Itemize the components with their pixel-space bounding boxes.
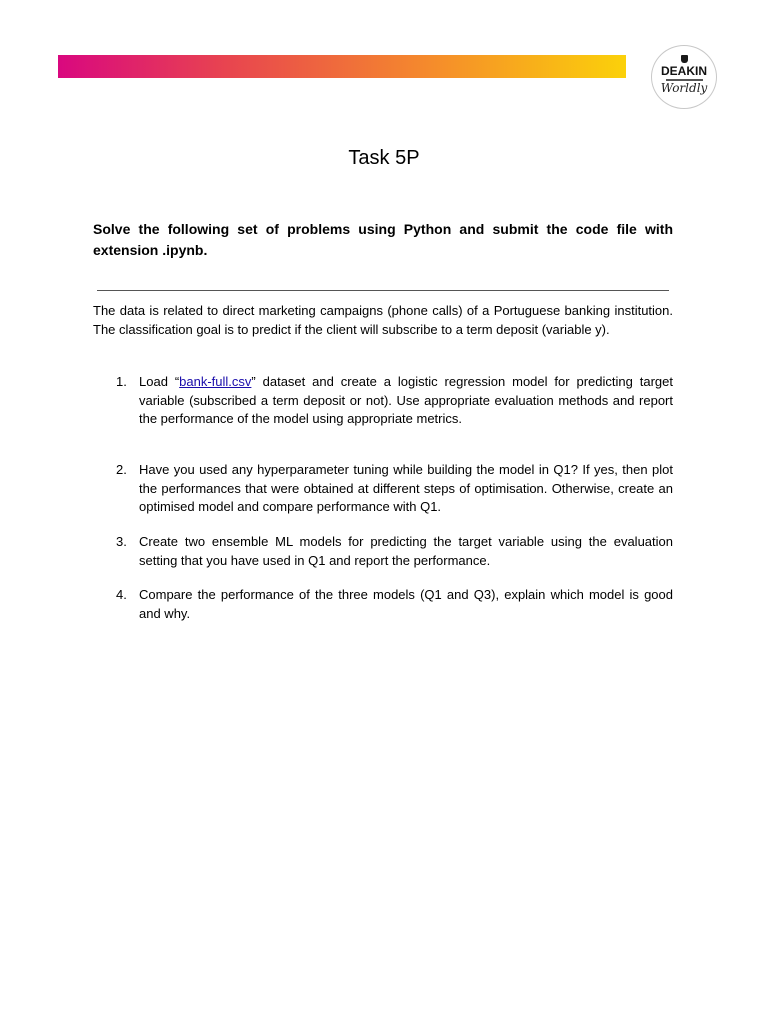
dataset-link[interactable]: bank-full.csv (179, 374, 252, 389)
divider-line (97, 290, 669, 291)
header-gradient-bar (58, 55, 626, 78)
question-text: Create two ensemble ML models for predicting the target variable using the evaluation setting that you have used in Q1 and report the performance. (139, 534, 673, 568)
question-text: Have you used any hyperparameter tuning while building the model in Q1? If yes, then plot the performances that were obtained at different steps of optimisation. Otherwise, create an optimised model and compare performance with Q1. (139, 462, 673, 514)
intro-paragraph: The data is related to direct marketing campaigns (phone calls) of a Portuguese banking institution. The classification goal is to predict if the client will subscribe to a term deposit (variable y). (93, 303, 673, 337)
question-text-after-link: ” dataset and create a logistic regression model for predicting target variable (subscribed a term deposit or not). Use appropriate evaluation methods and report the performance of the model using appropriate metrics. (139, 374, 673, 426)
deakin-logo (651, 45, 717, 109)
instruction-text: Solve the following set of problems using Python and submit the code file with extension .ipynb. (93, 221, 673, 258)
question-number: 2. (116, 462, 127, 477)
question-number: 1. (116, 374, 127, 389)
question-number: 4. (116, 587, 127, 602)
page-title: Task 5P (348, 147, 420, 169)
logo-tagline: Worldly (660, 81, 708, 95)
question-number: 3. (116, 534, 127, 549)
question-text (139, 373, 673, 429)
logo-name: DEAKIN (660, 64, 707, 78)
question-text-before-link: Load “ (139, 374, 180, 389)
question-text: Compare the performance of the three models (Q1 and Q3), explain which model is good and why. (139, 587, 673, 621)
crest-icon (681, 55, 688, 63)
